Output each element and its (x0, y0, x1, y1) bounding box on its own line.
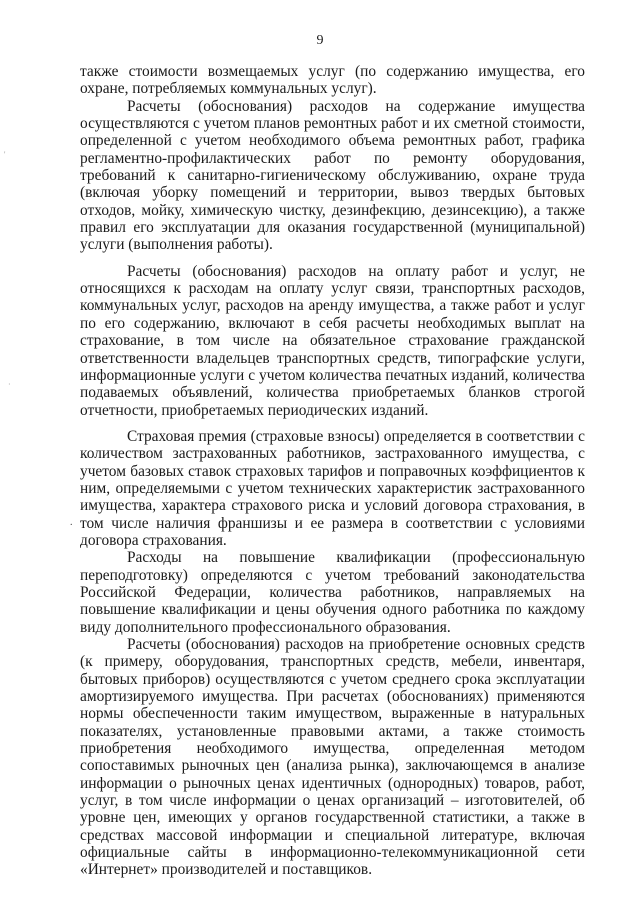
paragraph-works-and-services: Расчеты (обоснования) расходов на оплату работ и услуг, не относящихся к расходам на оплату услуг связи, транспортных расходов, коммунальных услуг, расходов на аренду имущества, а также работ и услуг по его содержанию, включают в себя расчеты необходимых выплат на страхование, в том числе на обязательное страхование гражданской ответственности владельцев транспортных средств, типографские услуги, информационные услуги с учетом количества печатных изданий, количества подаваемых объявлений, количества приобретаемых бланков строгой отчетности, приобретаемых периодических изданий. (80, 262, 585, 419)
page-number: 9 (316, 33, 324, 48)
document-body (80, 63, 585, 879)
paragraph-property-maintenance: Расчеты (обоснования) расходов на содержание имущества осуществляются с учетом планов ремонтных работ и их сметной стоимости, определенной с учетом необходимого объема ремонтных работ, графика регламентно-профилактических работ по ремонту оборудования, требований к санитарно-гигиеническому обслуживанию, охране труда (включая уборку помещений и территории, вывоз твердых бытовых отходов, мойку, химическую чистку, дезинфекцию, дезинсекцию), а также правил его эксплуатации для оказания государственной (муниципальной) услуги (выполнения работы). (80, 97, 585, 254)
paragraph-continuation: также стоимости возмещаемых услуг (по содержанию имущества, его охране, потребляемых коммунальных услуг). (80, 63, 585, 98)
scan-speck-margin: . (70, 517, 73, 528)
scan-speck-left: ' (4, 150, 6, 159)
paragraph-fixed-assets: Расчеты (обоснования) расходов на приобретение основных средств (к примеру, оборудования, транспортных средств, мебели, инвентаря, бытовых приборов) осуществляются с учетом среднего срока эксплуатации амортизируемого имущества. При расчетах (обоснованиях) применяются нормы обеспеченности таким имуществом, выраженные в натуральных показателях, установленные правовыми актами, а также стоимость приобретения необходимого имущества, определенная методом сопоставимых рыночных цен (анализа рынка), заключающемся в анализе информации о рыночных ценах идентичных (однородных) товаров, работ, услуг, в том числе информации о ценах организаций – изготовителей, об уровне цен, имеющих у органов государственной статистики, а также в средствах массовой информации и специальной литературе, включая официальные сайты в информационно-телекоммуникационной сети «Интернет» производителей и поставщиков. (80, 636, 585, 879)
scan-speck-left-lower: · (8, 380, 11, 389)
paragraph-qualification: Расходы на повышение квалификации (профессиональную переподготовку) определяются с учетом требований законодательства Российской Федерации, количества работников, направляемых на повышение квалификации и цены обучения одного работника по каждому виду дополнительного профессионального образования. (80, 549, 585, 636)
paragraph-insurance-premium: Страховая премия (страховые взносы) определяется в соответствии с количеством застрахованных работников, застрахованного имущества, с учетом базовых ставок страховых тарифов и поправочных коэффициентов к ним, определяемыми с учетом технических характеристик застрахованного имущества, характера страхового риска и условий договора страхования, в том числе наличия франшизы и ее размера в соответствии с условиями договора страхования. (80, 427, 585, 549)
